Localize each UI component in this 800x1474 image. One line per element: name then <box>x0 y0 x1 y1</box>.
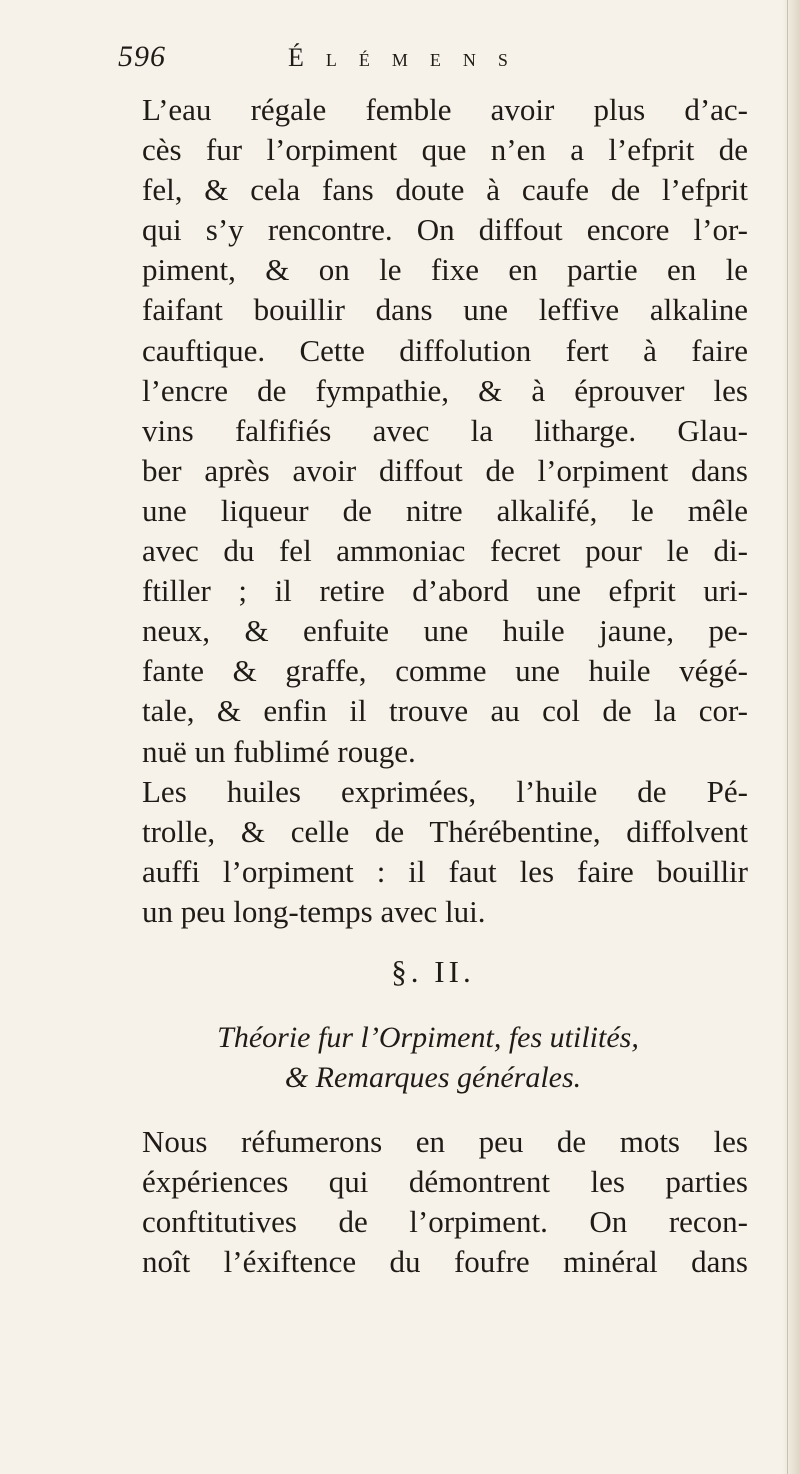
text-line: neux, & enfuite une huile jaune, pe- <box>142 613 748 649</box>
text-line: piment, & on le fixe en partie en le <box>142 252 748 288</box>
text-line: faifant bouillir dans une leffive alkaline <box>142 292 748 328</box>
text-line: auffi l’orpiment : il faut les faire bouillir <box>142 853 748 889</box>
paragraph-2 <box>118 772 748 932</box>
text-line: qui s’y rencontre. On diffout encore l’or- <box>142 212 748 248</box>
page-edge <box>782 0 800 1474</box>
section-mark: §. II. <box>391 953 475 989</box>
text-line: cès fur l’orpiment que n’en a l’efprit de <box>142 132 748 168</box>
running-head <box>118 40 748 90</box>
text-line: trolle, & celle de Thérébentine, diffolvent <box>142 813 748 849</box>
text-line: l’encre de fympathie, & à éprouver les <box>142 372 748 408</box>
text-line: L’eau régale femble avoir plus d’ac- <box>142 92 748 127</box>
book-page <box>118 40 748 1282</box>
text-line: conftitutives de l’orpiment. On recon- <box>142 1204 748 1240</box>
section-title-line: Théorie fur l’Orpiment, fes utilités, <box>217 1021 639 1055</box>
section-title-line: & Remarques générales. <box>284 1061 582 1095</box>
paragraph-3 <box>118 1122 748 1282</box>
paragraph-1 <box>118 90 748 772</box>
text-line: Nous réfumerons en peu de mots les <box>142 1124 748 1160</box>
text-line: fante & graffe, comme une huile végé- <box>142 653 748 689</box>
text-line: ber après avoir diffout de l’orpiment dans <box>142 452 748 488</box>
text-line: nuë un fublimé rouge. <box>142 733 416 769</box>
body-text <box>118 90 748 1282</box>
page-edge-line <box>787 0 788 1474</box>
text-line: éxpériences qui démontrent les parties <box>142 1164 748 1200</box>
text-line: fel, & cela fans doute à caufe de l’efprit <box>142 172 748 208</box>
running-title: Élémens <box>288 43 530 72</box>
text-line: un peu long-temps avec lui. <box>142 893 486 929</box>
text-line: une liqueur de nitre alkalifé, le mêle <box>142 492 748 528</box>
text-line: noît l’éxiftence du foufre minéral dans <box>142 1244 748 1280</box>
text-line: Les huiles exprimées, l’huile de Pé- <box>142 773 748 809</box>
text-line: vins falfifiés avec la litharge. Glau- <box>142 412 748 448</box>
section-title <box>118 1018 748 1098</box>
page-number: 596 <box>118 40 166 73</box>
text-line: ftiller ; il retire d’abord une efprit uri- <box>142 573 748 609</box>
text-line: tale, & enfin il trouve au col de la cor- <box>142 693 748 729</box>
text-line: avec du fel ammoniac fecret pour le di- <box>142 533 748 569</box>
text-line: cauftique. Cette diffolution fert à faire <box>142 332 748 368</box>
